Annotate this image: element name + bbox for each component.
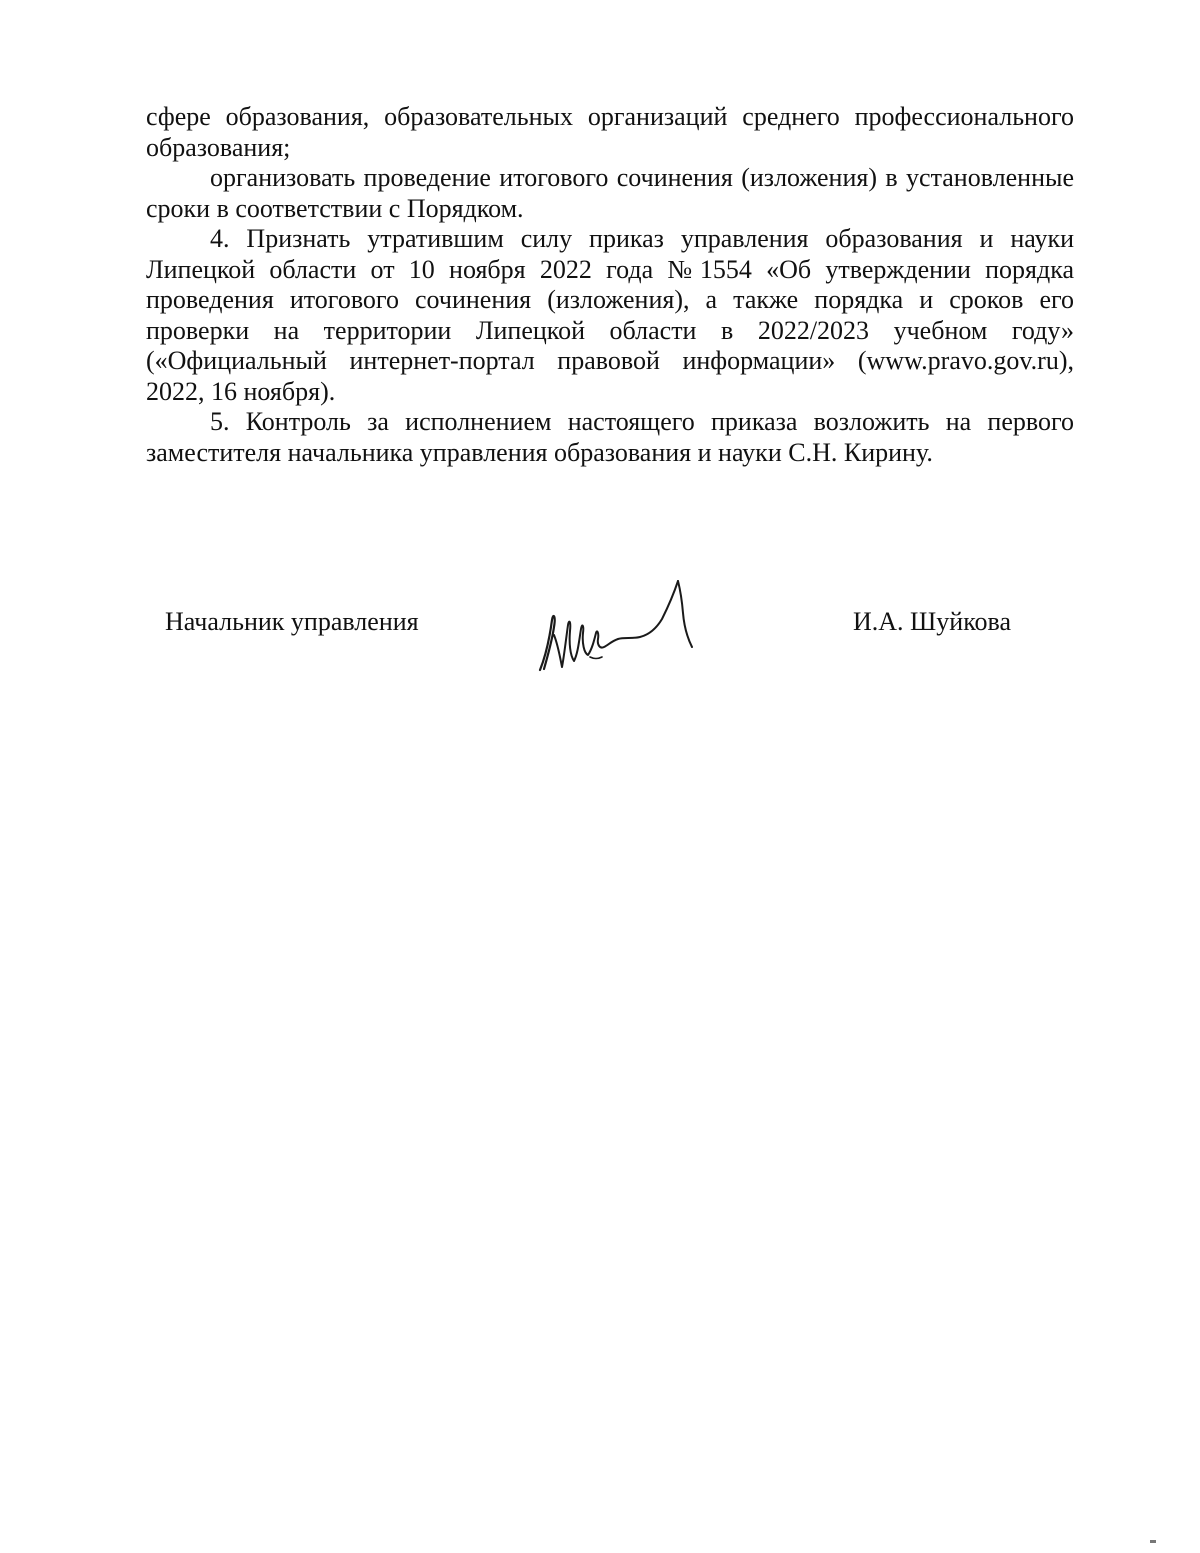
signature-block [0,575,1200,685]
paragraph-item-4: 4. Признать утратившим силу приказ управления образования и науки Липецкой области от 10 ноября 2022 года №1554 «Об утверждении порядка проведения итогового сочинения (изложения), а также порядка и сроков его проверки на территории Липецкой области в 2022/2023 учебном году» («Официальный интернет-портал правовой информации» (www.pravo.gov.ru), 2022, 16 ноября). [146,224,1074,406]
paragraph-item-5: 5. Контроль за исполнением настоящего приказа возложить на первого заместителя начальника управления образования и науки С.Н. Кирину. [146,407,1074,467]
paragraph-continuation: сфере образования, образовательных организаций среднего профессионального образования; [146,102,1074,162]
handwritten-signature [532,575,702,680]
document-body [146,102,1074,468]
signatory-name: И.А. Шуйкова [853,607,1011,636]
signatory-position: Начальник управления [165,607,419,636]
paragraph-organize-essay: организовать проведение итогового сочинения (изложения) в установленные сроки в соответствии с Порядком. [146,163,1074,223]
scan-artifact [1150,1540,1156,1543]
